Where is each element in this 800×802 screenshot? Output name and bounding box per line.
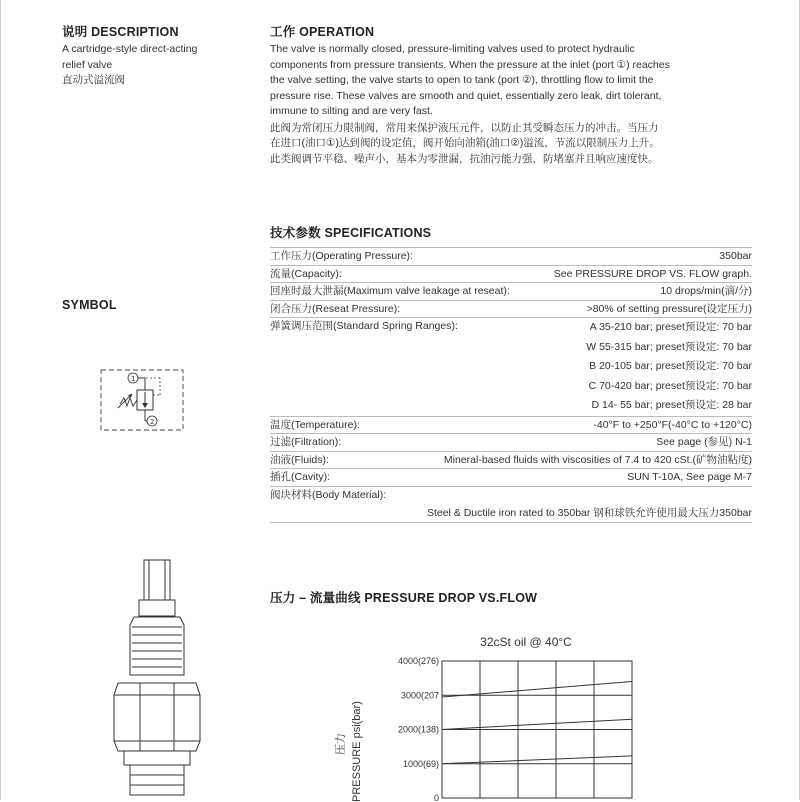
valve-cartridge-drawing [110, 555, 210, 800]
spec-value: 350bar [719, 250, 752, 262]
chart-title: 32cSt oil @ 40°C [480, 635, 572, 649]
spring-range: W 55-315 bar; preset预设定: 70 bar [586, 340, 752, 353]
description-text [62, 42, 262, 89]
spring-range: A 35-210 bar; preset预设定: 70 bar [589, 321, 752, 333]
spec-label: 回座时最大泄漏(Maximum valve leakage at reseat): [270, 285, 510, 297]
spec-row [270, 265, 752, 283]
spec-row [270, 468, 752, 486]
spec-label: 闭合压力(Reseat Pressure): [270, 302, 401, 315]
spec-value: Steel & Ductile iron rated to 350bar 钢和球铁允许使用最大压力350bar [426, 507, 752, 519]
description-section [62, 22, 262, 89]
y-tick-label: 1000(69) [402, 758, 439, 769]
spring-range: C 70-420 bar; preset预设定: 70 bar [588, 379, 752, 392]
description-line: A cartridge-style direct-acting [62, 43, 198, 55]
spec-row [270, 433, 752, 451]
spec-label: 油液(Fluids): [270, 453, 329, 466]
y-tick-label: 2000(138) [397, 724, 439, 735]
spec-value: SUN T-10A, See page M-7 [627, 471, 752, 483]
description-line-cn: 直动式溢流阀 [62, 74, 125, 86]
y-tick-label: 3000(207 [400, 690, 439, 701]
spec-value: -40°F to +250°F(-40°C to +120°C) [593, 418, 752, 431]
svg-text:2: 2 [150, 418, 155, 426]
spec-row [270, 451, 752, 469]
pressure-drop-chart [330, 630, 640, 802]
spec-label: 过滤(Filtration): [270, 436, 342, 448]
chart-yticks [398, 656, 439, 802]
spec-label: 温度(Temperature): [270, 418, 360, 431]
operation-line: components from pressure transients. When the pressure at the inlet (port ①) reaches [270, 58, 670, 71]
spec-row-body-material [270, 486, 752, 522]
operation-text-en [270, 42, 760, 120]
spec-value-list [586, 318, 752, 416]
specifications-heading: 技术参数 SPECIFICATIONS [270, 226, 432, 240]
description-line: relief valve [62, 58, 113, 71]
spec-label: 插孔(Cavity): [270, 471, 331, 483]
spec-row [270, 247, 752, 265]
spec-row-spring-ranges [270, 317, 752, 416]
spec-label: 流量(Capacity): [270, 267, 342, 280]
spec-label: 阀块材料(Body Material): [270, 488, 387, 501]
operation-heading: 工作 OPERATION [270, 25, 375, 39]
page-border-left [0, 0, 1, 800]
operation-line-cn: 此阀为常闭压力限制阀，常用来保护液压元件，以防止其受瞬态压力的冲击。当压力 [270, 121, 659, 134]
table-bottom-rule [270, 522, 752, 523]
operation-line: immune to silting and are very fast. [270, 105, 433, 117]
y-axis-label-cn: 压力 [334, 733, 347, 755]
spec-row [270, 300, 752, 318]
chart-series [442, 682, 632, 764]
pressure-drop-heading: 压力 – 流量曲线 PRESSURE DROP VS.FLOW [270, 591, 538, 605]
y-tick-label: 4000(276) [397, 656, 439, 666]
spec-row [270, 416, 752, 434]
chart-grid [442, 661, 632, 798]
operation-section [270, 22, 760, 167]
symbol-heading: SYMBOL [62, 298, 117, 312]
operation-text-cn [270, 121, 760, 168]
y-tick-label: 0 [433, 793, 439, 802]
spring-range: B 20-105 bar; preset预设定: 70 bar [589, 360, 752, 372]
spec-value: >80% of setting pressure(设定压力) [586, 302, 752, 315]
specifications-table [270, 247, 752, 523]
series-line [442, 756, 632, 764]
relief-valve-symbol [100, 368, 185, 433]
spec-label: 工作压力(Operating Pressure): [270, 250, 413, 262]
operation-line: The valve is normally closed, pressure-limiting valves used to protect hydraulic [270, 43, 635, 55]
spec-row [270, 282, 752, 300]
spec-value: See page (参见) N-1 [656, 436, 752, 448]
y-axis-label: PRESSURE psi(bar) [351, 701, 363, 802]
description-heading: 说明 DESCRIPTION [62, 25, 179, 39]
operation-line: pressure rise. These valves are smooth and quiet, essentially zero leak, dirt tolerant, [270, 89, 662, 102]
spring-range: D 14- 55 bar; preset预设定: 28 bar [591, 399, 752, 411]
spec-label: 弹簧调压范围(Standard Spring Ranges): [270, 320, 458, 332]
spec-value: 10 drops/min(滴/分) [660, 285, 752, 297]
spec-value: Mineral-based fluids with viscosities of 7.4 to 420 cSt.(矿物油粘度) [443, 453, 752, 466]
operation-line-cn: 此类阀调节平稳、噪声小，基本为零泄漏，抗油污能力强，防堵塞并且响应速度快。 [270, 152, 659, 165]
operation-line-cn: 在进口(油口①)达到阀的设定值，阀开始向油箱(油口②)溢流，节流以限制压力上升。 [270, 137, 660, 149]
spec-value: See PRESSURE DROP VS. FLOW graph. [553, 267, 752, 280]
operation-line: the valve setting, the valve starts to open to tank (port ②), throttling flow to limit the [270, 74, 654, 86]
series-line [442, 719, 632, 729]
series-line [442, 682, 632, 697]
svg-text:1: 1 [131, 375, 136, 383]
